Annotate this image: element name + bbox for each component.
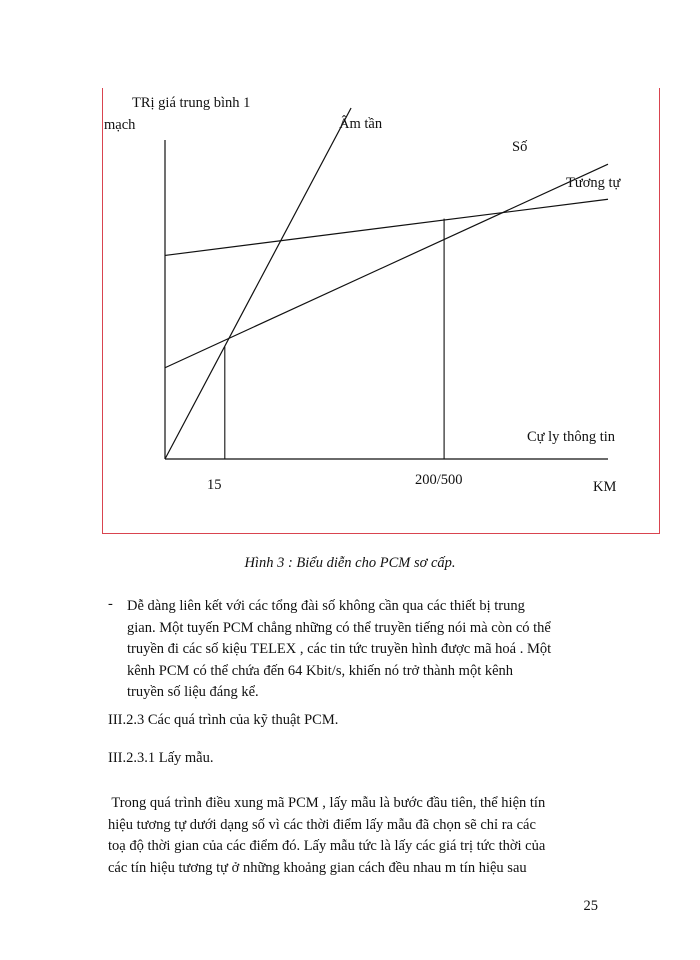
- page-number: 25: [583, 898, 598, 914]
- body-line-3: toạ độ thời gian của các điểm đó. Lấy mẫu tức là lấy các giá trị tức thời của: [108, 838, 546, 854]
- series-line-tuong-tu: [165, 164, 608, 368]
- x-unit-label: KM: [593, 479, 617, 495]
- body-line-4: các tín hiệu tương tự ở những khoảng gian cách đều nhau m tín hiệu sau: [108, 859, 527, 876]
- bullet-line-3: truyền đi các số kiệu TELEX , các tin tức truyền hình được mã hoá . Một: [127, 641, 552, 657]
- body-line-1: Trong quá trình điều xung mã PCM , lấy mẫu là bước đầu tiên, thể hiện tín: [108, 795, 546, 811]
- figure-caption: Hình 3 : Biểu diễn cho PCM sơ cấp.: [244, 555, 456, 571]
- y-label-line-2: mạch: [104, 117, 136, 133]
- series-line-am-tan: [165, 108, 351, 459]
- x-tick-label-15: 15: [207, 477, 222, 493]
- series-label-tuong-tu: Tương tự: [566, 175, 621, 191]
- body-line-2: hiệu tương tự dưới dạng số vì các thời điểm lấy mẫu đã chọn sẽ chỉ ra các: [108, 816, 536, 833]
- x-tick-label-200-500: 200/500: [415, 472, 463, 488]
- bullet-line-4: kênh PCM có thể chứa đến 64 Kbit/s, khiến nó trở thành một kênh: [127, 662, 514, 679]
- x-axis-title: Cự ly thông tin: [527, 429, 616, 445]
- bullet-line-5: truyền số liệu đáng kể.: [127, 684, 259, 700]
- bullet-marker: -: [108, 596, 113, 612]
- body-paragraph: [108, 793, 598, 879]
- series-label-am-tan: Âm tần: [339, 116, 383, 132]
- series-label-so: Số: [512, 139, 528, 155]
- bullet-line-2: gian. Một tuyến PCM chẳng những có thể truyền tiếng nói mà còn có thể: [127, 619, 551, 636]
- section-heading: III.2.3 Các quá trình của kỹ thuật PCM.: [108, 712, 339, 728]
- bullet-line-1: Dễ dàng liên kết với các tổng đài số không cần qua các thiết bị trung: [127, 598, 525, 614]
- subsection-heading: III.2.3.1 Lấy mẫu.: [108, 750, 214, 766]
- y-label-line-1: TRị giá trung bình 1: [132, 95, 251, 111]
- bullet-paragraph: [127, 596, 597, 704]
- series-line-so: [165, 199, 608, 255]
